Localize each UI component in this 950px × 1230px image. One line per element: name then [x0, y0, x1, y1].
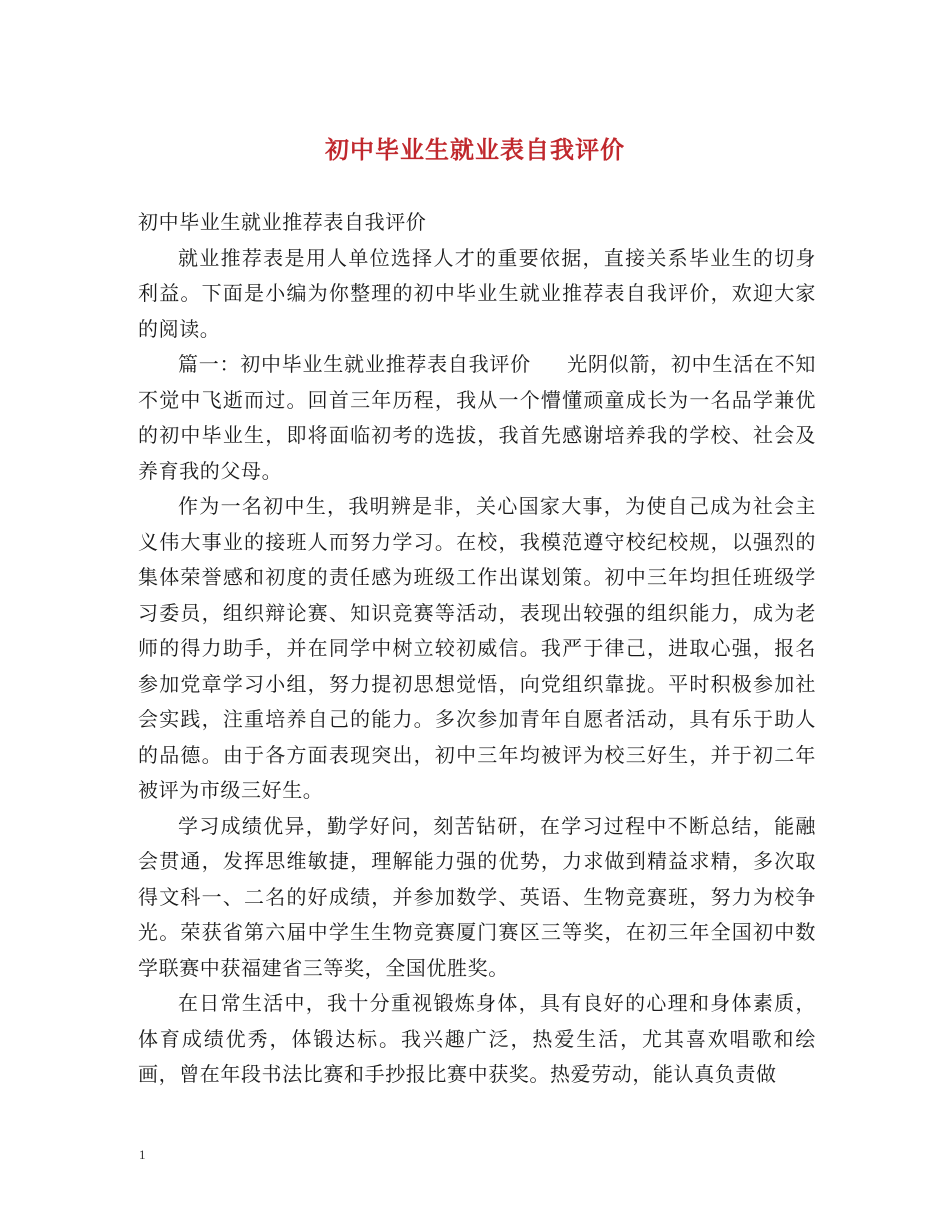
paragraph-study: 学习成绩优异，勤学好问，刻苦钻研，在学习过程中不断总结，能融会贯通，发挥思维敏捷，理解能力强的优势，力求做到精益求精，多次取得文科一、二名的好成绩，并参加数学、英语、生物竞赛班，努力为校争光。荣获省第六届中学生生物竞赛厦门赛区三等奖，在初三年全国初中数学联赛中获福建省三等奖，全国优胜奖。 — [138, 813, 816, 980]
paragraph-section-one — [138, 347, 816, 489]
paragraph-opening: 光阴似箭，初中生活在不知不觉中飞逝而过。回首三年历程，我从一个懵懂顽童成长为一名品学兼优的初中毕业生，即将面临初考的选拔，我首先感谢培养我的学校、社会及养育我的父母。 — [138, 352, 817, 483]
document-body — [138, 205, 816, 1093]
paragraph-intro: 就业推荐表是用人单位选择人才的重要依据，直接关系毕业生的切身利益。下面是小编为你整理的初中毕业生就业推荐表自我评价，欢迎大家的阅读。 — [138, 245, 816, 341]
paragraph-conduct: 作为一名初中生，我明辨是非，关心国家大事，为使自己成为社会主义伟大事业的接班人而努力学习。在校，我模范遵守校纪校规，以强烈的集体荣誉感和初度的责任感为班级工作出谋划策。初中三年均担任班级学习委员，组织辩论赛、知识竞赛等活动，表现出较强的组织能力，成为老师的得力助手，并在同学中树立较初威信。我严于律己，进取心强，报名参加党章学习小组，努力提初思想觉悟，向党组织靠拢。平时积极参加社会实践，注重培养自己的能力。多次参加青年自愿者活动，具有乐于助人的品德。由于各方面表现突出，初中三年均被评为校三好生，并于初二年被评为市级三好生。 — [138, 494, 816, 802]
document-title: 初中毕业生就业表自我评价 — [325, 135, 625, 164]
paragraph-life: 在日常生活中，我十分重视锻炼身体，具有良好的心理和身体素质，体育成绩优秀，体锻达标。我兴趣广泛，热爱生活，尤其喜欢唱歌和绘画，曾在年段书法比赛和手抄报比赛中获奖。热爱劳动，能认真负责做 — [138, 991, 816, 1086]
section-heading: 篇一：初中毕业生就业推荐表自我评价 — [178, 352, 531, 376]
document-subtitle: 初中毕业生就业推荐表自我评价 — [138, 210, 427, 234]
page-number: 1 — [139, 1147, 146, 1162]
